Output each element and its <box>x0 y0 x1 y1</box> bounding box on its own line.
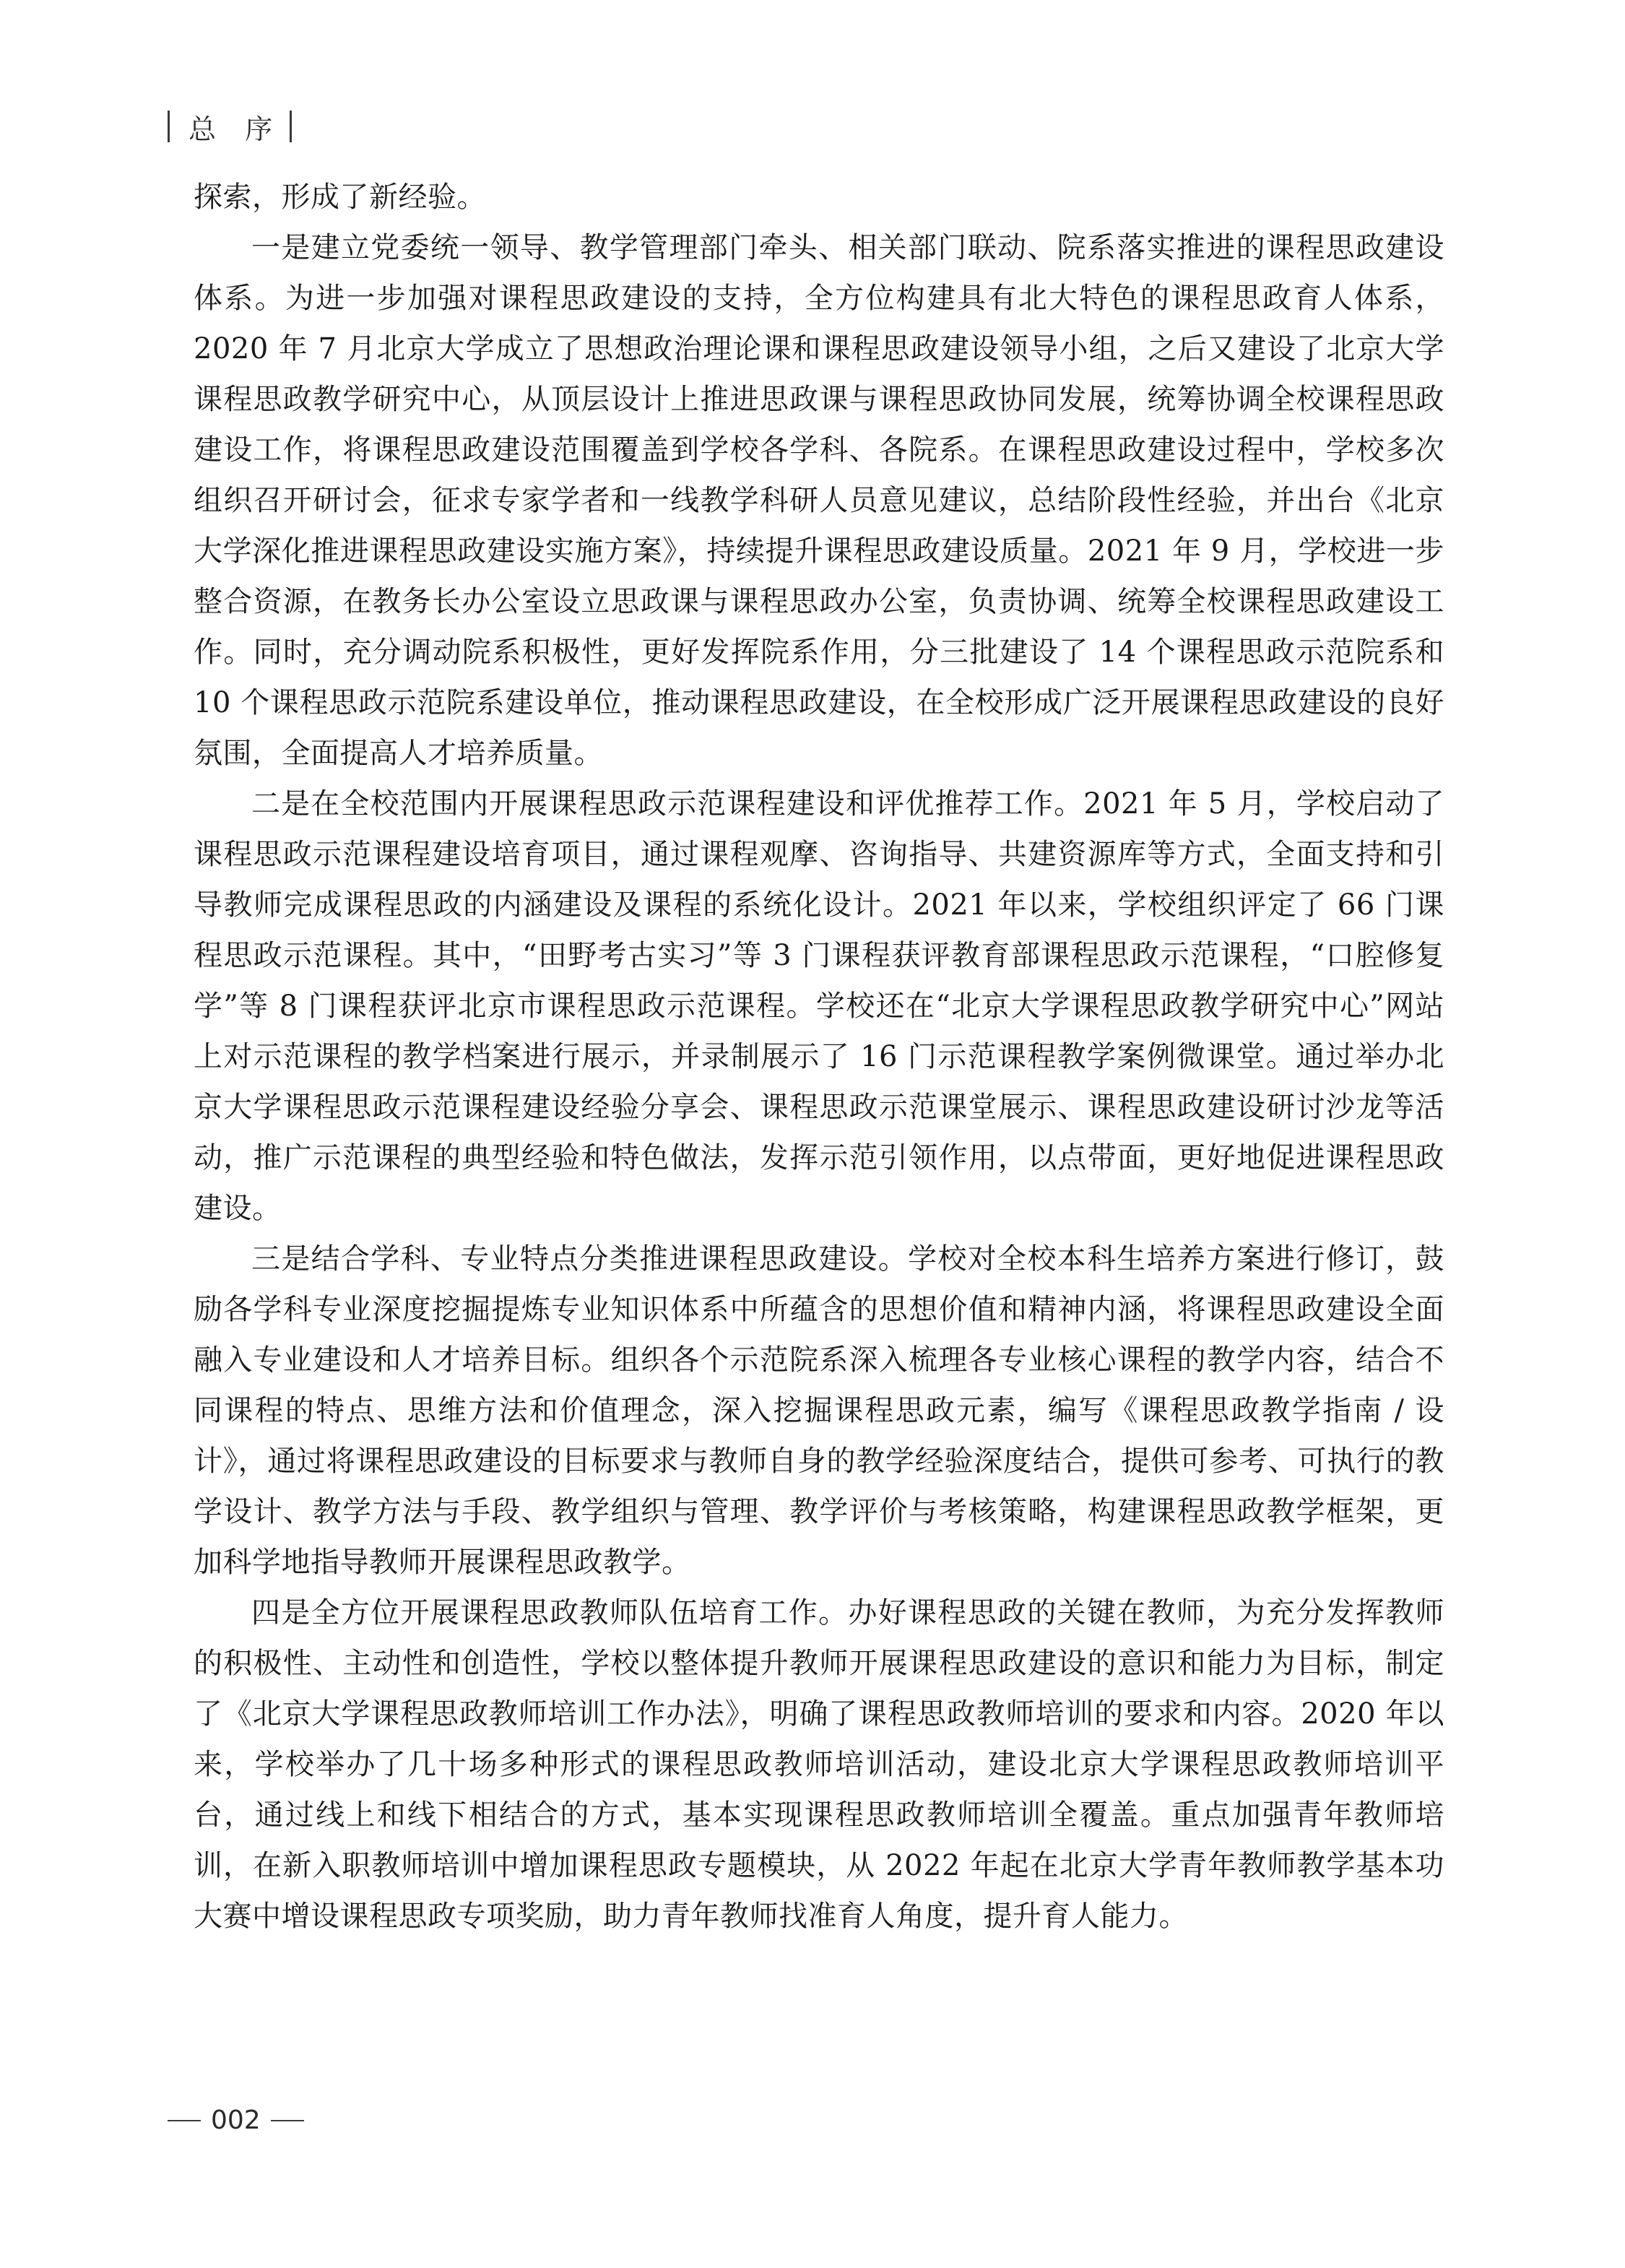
header-right-bar <box>290 111 292 142</box>
page-footer <box>168 2105 304 2135</box>
page-number: 002 <box>211 2105 261 2135</box>
paragraph-one: 一是建立党委统一领导、教学管理部门牵头、相关部门联动、院系落实推进的课程思政建设体系。为进一步加强对课程思政建设的支持，全方位构建具有北大特色的课程思政育人体系，2020 年 7 月北京大学成立了思想政治理论课和课程思政建设领导小组，之后又建设了北京大学课程思政教学研究中心，从顶层设计上推进思政课与课程思政协同发展，统筹协调全校课程思政建设工作，将课程思政建设范围覆盖到学校各学科、各院系。在课程思政建设过程中，学校多次组织召开研讨会，征求专家学者和一线教学科研人员意见建议，总结阶段性经验，并出台《北京大学深化推进课程思政建设实施方案》，持续提升课程思政建设质量。2021 年 9 月，学校进一步整合资源，在教务长办公室设立思政课与课程思政办公室，负责协调、统筹全校课程思政建设工作。同时，充分调动院系积极性，更好发挥院系作用，分三批建设了 14 个课程思政示范院系和 10 个课程思政示范院系建设单位，推动课程思政建设，在全校形成广泛开展课程思政建设的良好氛围，全面提高人才培养质量。 <box>194 231 1444 770</box>
running-header <box>168 108 292 144</box>
footer-left-dash <box>168 2120 201 2121</box>
paragraph-two: 二是在全校范围内开展课程思政示范课程建设和评优推荐工作。2021 年 5 月，学校启动了课程思政示范课程建设培育项目，通过课程观摩、咨询指导、共建资源库等方式，全面支持和引导教师完成课程思政的内涵建设及课程的系统化设计。2021 年以来，学校组织评定了 66 门课程思政示范课程。其中，“田野考古实习”等 3 门课程获评教育部课程思政示范课程，“口腔修复学”等 8 门课程获评北京市课程思政示范课程。学校还在“北京大学课程思政教学研究中心”网站上对示范课程的教学档案进行展示，并录制展示了 16 门示范课程教学案例微课堂。通过举办北京大学课程思政示范课程建设经验分享会、课程思政示范课堂展示、课程思政建设研讨沙龙等活动，推广示范课程的典型经验和特色做法，发挥示范引领作用，以点带面，更好地促进课程思政建设。 <box>194 787 1444 1225</box>
header-left-bar <box>168 111 170 142</box>
paragraph-continuation: 探索，形成了新经验。 <box>194 181 486 214</box>
paragraph-four: 四是全方位开展课程思政教师队伍培育工作。办好课程思政的关键在教师，为充分发挥教师的积极性、主动性和创造性，学校以整体提升教师开展课程思政建设的意识和能力为目标，制定了《北京大学课程思政教师培训工作办法》，明确了课程思政教师培训的要求和内容。2020 年以来，学校举办了几十场多种形式的课程思政教师培训活动，建设北京大学课程思政教师培训平台，通过线上和线下相结合的方式，基本实现课程思政教师培训全覆盖。重点加强青年教师培训，在新入职教师培训中增加课程思政专题模块，从 2022 年起在北京大学青年教师教学基本功大赛中增设课程思政专项奖励，助力青年教师找准育人角度，提升育人能力。 <box>194 1596 1444 1933</box>
main-text <box>194 172 1444 1942</box>
header-title: 总 序 <box>188 113 283 145</box>
paragraph-three: 三是结合学科、专业特点分类推进课程思政建设。学校对全校本科生培养方案进行修订，鼓励各学科专业深度挖掘提炼专业知识体系中所蕴含的思想价值和精神内涵，将课程思政建设全面融入专业建设和人才培养目标。组织各个示范院系深入梳理各专业核心课程的教学内容，结合不同课程的特点、思维方法和价值理念，深入挖掘课程思政元素，编写《课程思政教学指南 / 设计》，通过将课程思政建设的目标要求与教师自身的教学经验深度结合，提供可参考、可执行的教学设计、教学方法与手段、教学组织与管理、教学评价与考核策略，构建课程思政教学框架，更加科学地指导教师开展课程思政教学。 <box>194 1242 1444 1579</box>
footer-right-dash <box>271 2120 304 2121</box>
